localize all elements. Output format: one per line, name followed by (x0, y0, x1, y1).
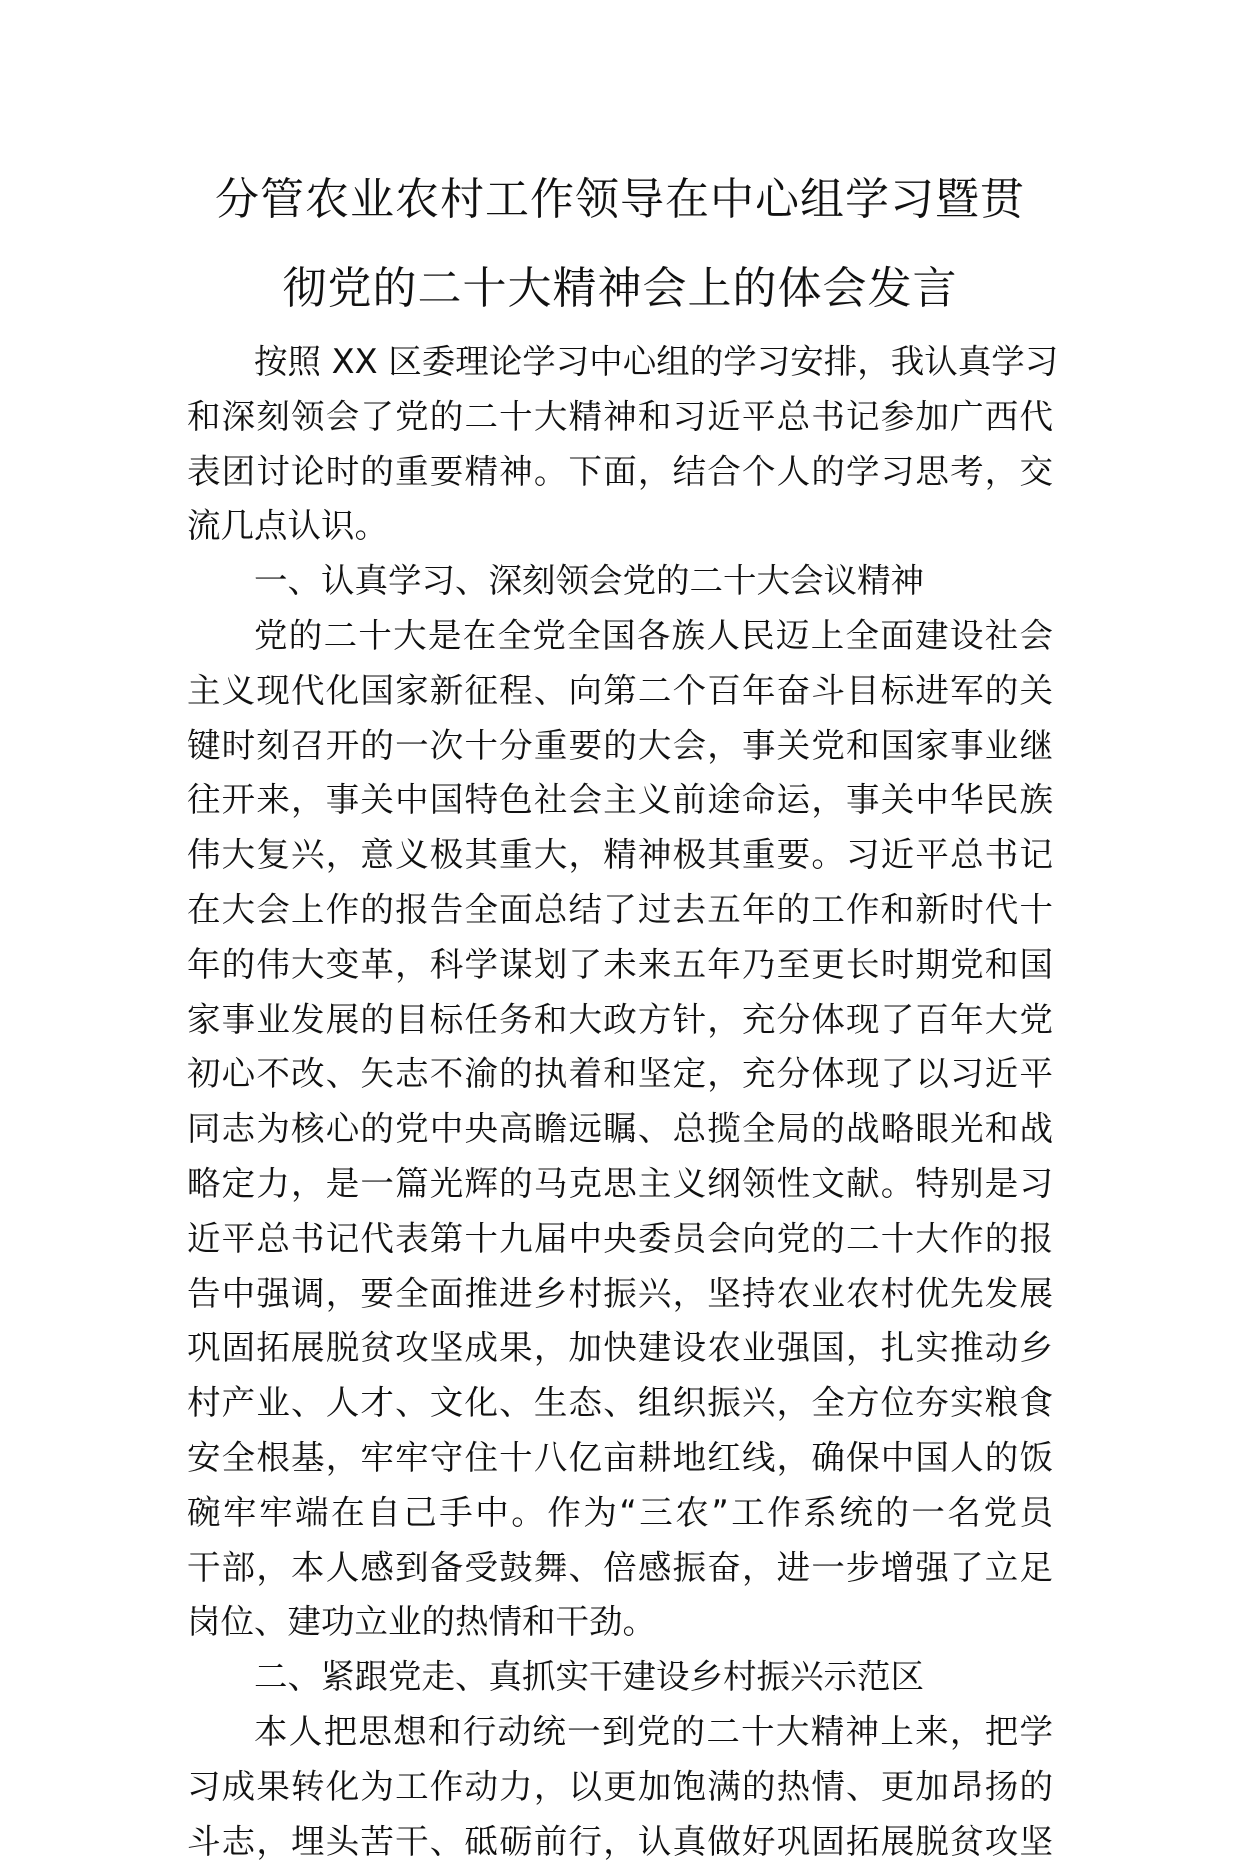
body-line: 略定力，是一篇光辉的马克思主义纲领性文献。特别是习 (187, 1163, 1053, 1203)
body-line: 干部，本人感到备受鼓舞、倍感振奋，进一步增强了立足 (187, 1547, 1053, 1587)
body-line: 家事业发展的目标任务和大政方针，充分体现了百年大党 (187, 999, 1053, 1039)
section-heading-1: 一、认真学习、深刻领会党的二十大会议精神 (254, 561, 924, 601)
body-line: 键时刻召开的一次十分重要的大会，事关党和国家事业继 (187, 725, 1053, 765)
body-line: 习成果转化为工作动力，以更加饱满的热情、更加昂扬的 (187, 1766, 1053, 1806)
body-line: 村产业、人才、文化、生态、组织振兴，全方位夯实粮食 (187, 1383, 1053, 1423)
body-line: 巩固拓展脱贫攻坚成果，加快建设农业强国，扎实推动乡 (187, 1328, 1053, 1368)
document-body (187, 335, 1059, 1869)
body-line: 碗牢牢端在自己手中。作为“三农”工作系统的一名党员 (187, 1492, 1053, 1532)
body-line: 在大会上作的报告全面总结了过去五年的工作和新时代十 (187, 889, 1053, 929)
document-title-line-2: 彻党的二十大精神会上的体会发言 (282, 263, 958, 314)
body-line: 近平总书记代表第十九届中央委员会向党的二十大作的报 (187, 1218, 1053, 1258)
body-line: 告中强调，要全面推进乡村振兴，坚持农业农村优先发展 (187, 1273, 1053, 1313)
body-line: 伟大复兴，意义极其重大，精神极其重要。习近平总书记 (187, 835, 1053, 875)
body-line: 斗志，埋头苦干、砥砺前行，认真做好巩固拓展脱贫攻坚 (187, 1821, 1053, 1861)
body-line: 年的伟大变革，科学谋划了未来五年乃至更长时期党和国 (187, 944, 1053, 984)
body-line: 和深刻领会了党的二十大精神和习近平总书记参加广西代 (187, 396, 1053, 436)
body-line: 安全根基，牢牢守住十八亿亩耕地红线，确保中国人的饭 (187, 1437, 1053, 1477)
section-heading-2: 二、紧跟党走、真抓实干建设乡村振兴示范区 (254, 1657, 924, 1697)
body-line: 流几点认识。 (187, 506, 388, 546)
document-title-line-1: 分管农业农村工作领导在中心组学习暨贯 (215, 174, 1025, 225)
body-line: 党的二十大是在全党全国各族人民迈上全面建设社会 (254, 615, 1053, 655)
body-line: 表团讨论时的重要精神。下面，结合个人的学习思考，交 (187, 451, 1053, 491)
body-line: 按照 XX 区委理论学习中心组的学习安排，我认真学习 (254, 342, 1059, 381)
body-line: 本人把思想和行动统一到党的二十大精神上来，把学 (254, 1711, 1053, 1751)
body-line: 岗位、建功立业的热情和干劲。 (187, 1602, 656, 1642)
body-line: 同志为核心的党中央高瞻远瞩、总揽全局的战略眼光和战 (187, 1109, 1053, 1149)
body-line: 往开来，事关中国特色社会主义前途命运，事关中华民族 (187, 780, 1053, 820)
body-line: 初心不改、矢志不渝的执着和坚定，充分体现了以习近平 (187, 1054, 1053, 1094)
body-line: 主义现代化国家新征程、向第二个百年奋斗目标进军的关 (187, 670, 1053, 710)
